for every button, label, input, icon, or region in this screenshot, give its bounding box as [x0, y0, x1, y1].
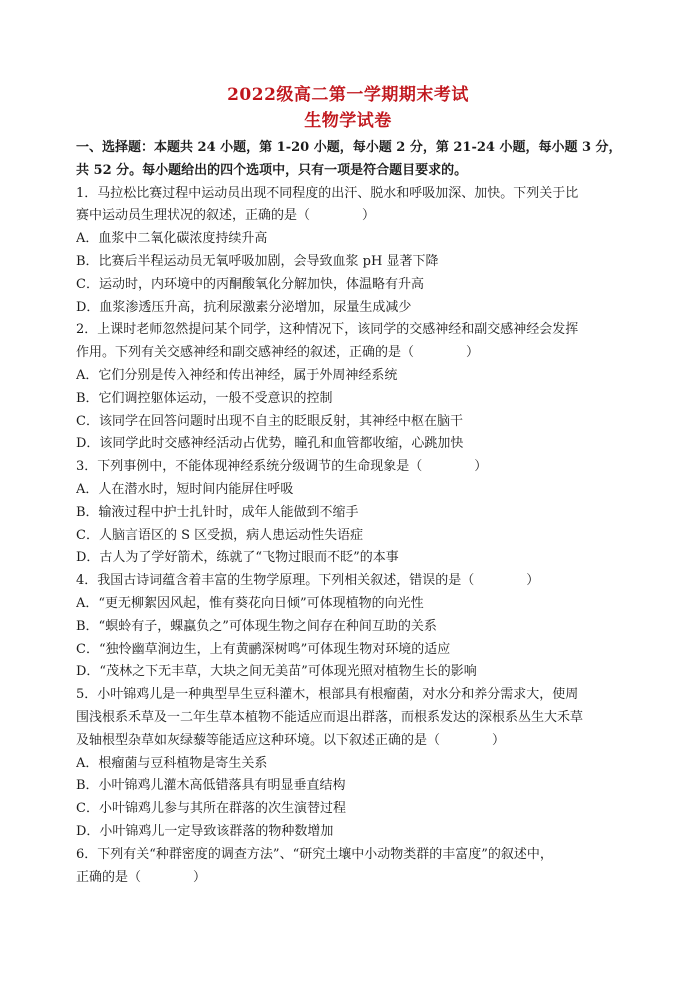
question-stem-text: 3．下列事例中，不能体现神经系统分级调节的生命现象是（ — [76, 459, 423, 475]
option-c: C．该同学在回答问题时出现不自主的眨眼反射，其神经中枢在脑干 — [76, 413, 463, 429]
option-d: D．小叶锦鸡儿一定导致该群落的物种数增加 — [76, 823, 334, 839]
option-a: A．根瘤菌与豆科植物是寄生关系 — [76, 755, 268, 771]
option-c: C．人脑言语区的 S 区受损，病人患运动性失语症 — [76, 527, 364, 543]
option-c: C．小叶锦鸡儿参与其所在群落的次生演替过程 — [76, 801, 346, 817]
option-c: C．“独怜幽草涧边生，上有黄鹂深树鸣”可体现生物对环境的适应 — [76, 641, 451, 657]
question-stem-line — [76, 456, 624, 479]
option-b: B．比赛后半程运动员无氧呼吸加剧，会导致血浆 pH 显著下降 — [76, 253, 439, 269]
question-stem-line — [76, 342, 624, 365]
question-stem-line: 5．小叶锦鸡儿是一种典型旱生豆科灌木，根部具有根瘤菌，对水分和养分需求大，使周 — [76, 687, 579, 703]
question-stem-line: 2．上课时老师忽然提问某个同学，这种情况下，该同学的交感神经和副交感神经会发挥 — [76, 322, 579, 338]
question-5 — [76, 684, 624, 844]
option-d: D．古人为了学好箭术，练就了“飞物过眼而不眨”的本事 — [76, 550, 399, 566]
section-instruction-line-2: 共 52 分。每小题给出的四个选项中，只有一项是符合题目要求的。 — [76, 162, 468, 178]
option-b: B．它们调控躯体运动，一般不受意识的控制 — [76, 390, 333, 406]
option-c: C．运动时，内环境中的丙酮酸氧化分解加快，体温略有升高 — [76, 276, 424, 292]
option-b: B．“螟蛉有子，蜾蠃负之”可体现生物之间存在种间互助的关系 — [76, 618, 437, 634]
question-stem-text: 4．我国古诗词蕴含着丰富的生物学原理。下列相关叙述，错误的是（ — [76, 573, 475, 589]
section-instruction-line-1: 一、选择题：本题共 24 小题，第 1-20 小题，每小题 2 分，第 21-24 小题，每小题 3 分， — [76, 140, 622, 155]
option-a: A．“更无柳絮因风起，惟有葵花向日倾”可体现植物的向光性 — [76, 595, 424, 611]
option-a: A．血浆中二氧化碳浓度持续升高 — [76, 231, 268, 247]
paren-close: ） — [362, 208, 376, 224]
question-3 — [76, 456, 624, 570]
question-stem-line — [76, 867, 624, 890]
question-stem-line — [76, 570, 624, 593]
paren-close: ） — [474, 459, 488, 475]
exam-subtitle: 生物学试卷 — [304, 111, 392, 131]
question-1 — [76, 183, 624, 320]
paren-close: ） — [492, 732, 506, 748]
option-a: A．人在潜水时，短时间内能屏住呼吸 — [76, 481, 294, 497]
paren-close: ） — [466, 345, 480, 361]
question-stem-line — [76, 730, 624, 753]
question-stem-line: 1．马拉松比赛过程中运动员出现不同程度的出汗、脱水和呼吸加深、加快。下列关于比 — [76, 185, 579, 201]
question-stem-text: 作用。下列有关交感神经和副交感神经的叙述，正确的是（ — [76, 345, 415, 361]
question-stem-text: 正确的是（ — [76, 869, 142, 885]
paren-close: ） — [526, 573, 540, 589]
option-d: D．血浆渗透压升高，抗利尿激素分泌增加，尿量生成减少 — [76, 299, 412, 315]
exam-body — [76, 137, 624, 889]
question-4 — [76, 570, 624, 684]
question-stem-line — [76, 205, 624, 228]
question-6 — [76, 844, 624, 890]
question-stem-line: 围浅根系禾草及一二年生草本植物不能适应而退出群落，而根系发达的深根系丛生大禾草 — [76, 709, 584, 725]
option-a: A．它们分别是传入神经和传出神经，属于外周神经系统 — [76, 367, 398, 383]
option-d: D．该同学此时交感神经活动占优势，瞳孔和血管都收缩，心跳加快 — [76, 436, 464, 452]
paren-close: ） — [193, 869, 207, 885]
option-b: B．小叶锦鸡儿灌木高低错落具有明显垂直结构 — [76, 778, 346, 794]
question-stem-text: 及轴根型杂草如灰绿藜等能适应这种环境。以下叙述正确的是（ — [76, 732, 441, 748]
exam-title: 2022级高二第一学期期末考试 — [227, 85, 469, 105]
option-d: D．“茂林之下无丰草，大块之间无美苗”可体现光照对植物生长的影响 — [76, 664, 477, 680]
question-stem-text: 赛中运动员生理状况的叙述，正确的是（ — [76, 208, 311, 224]
option-b: B．输液过程中护士扎针时，成年人能做到不缩手 — [76, 504, 359, 520]
question-2 — [76, 319, 624, 456]
question-stem-line: 6．下列有关“种群密度的调查方法”、“研究土壤中小动物类群的丰富度”的叙述中， — [76, 846, 553, 862]
